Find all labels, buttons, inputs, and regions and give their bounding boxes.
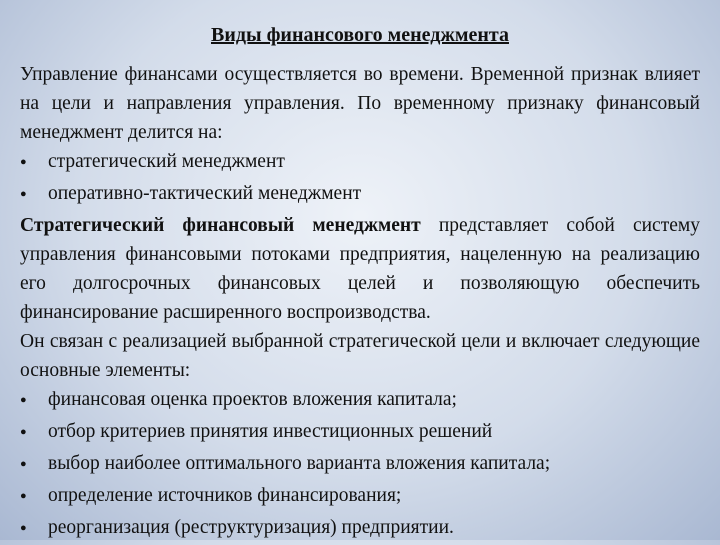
list-item — [20, 385, 700, 417]
list-item-text: выбор наиболее оптимального варианта вложения капитала; — [48, 453, 551, 474]
elements-intro-paragraph: Он связан с реализацией выбранной стратегической цели и включает следующие основные элементы: — [20, 331, 700, 381]
list-item — [20, 417, 700, 449]
bullet-icon: ● — [20, 156, 27, 168]
list-item — [20, 449, 700, 481]
bullet-icon: ● — [20, 426, 27, 438]
bullet-icon: ● — [20, 490, 27, 502]
bullet-icon: ● — [20, 394, 27, 406]
bullet-icon: ● — [20, 458, 27, 470]
list-item-text: реорганизация (реструктуризация) предприятии. — [48, 517, 454, 538]
slide-title-text: Виды финансового менеджмента — [211, 24, 509, 46]
list-item-text: стратегический менеджмент — [48, 151, 285, 172]
strategic-definition: представляет собой систему управления финансовыми потоками предприятия, нацеленную на реализацию его долгосрочных финансовых целей и позволяющую обеспечить финансирование расширенного воспроизводства. — [20, 215, 700, 323]
strategic-definition-paragraph — [20, 211, 700, 327]
strategic-term: Стратегический финансовый менеджмент — [20, 215, 421, 236]
bullet-icon: ● — [20, 188, 27, 200]
list-item-text: оперативно-тактический менеджмент — [48, 183, 362, 204]
list-item-text: отбор критериев принятия инвестиционных решений — [48, 421, 493, 442]
bullet-icon: ● — [20, 522, 27, 534]
list-item-text: финансовая оценка проектов вложения капитала; — [48, 389, 457, 410]
list-item — [20, 481, 700, 513]
list-item-text: определение источников финансирования; — [48, 485, 402, 506]
intro-paragraph: Управление финансами осуществляется во времени. Временной признак влияет на цели и направления управления. По временному признаку финансовый менеджмент делится на: — [20, 64, 700, 143]
list-item — [20, 179, 700, 211]
list-item — [20, 147, 700, 179]
list-item — [20, 513, 700, 545]
slide-content — [20, 60, 700, 545]
slide-title — [0, 22, 720, 48]
